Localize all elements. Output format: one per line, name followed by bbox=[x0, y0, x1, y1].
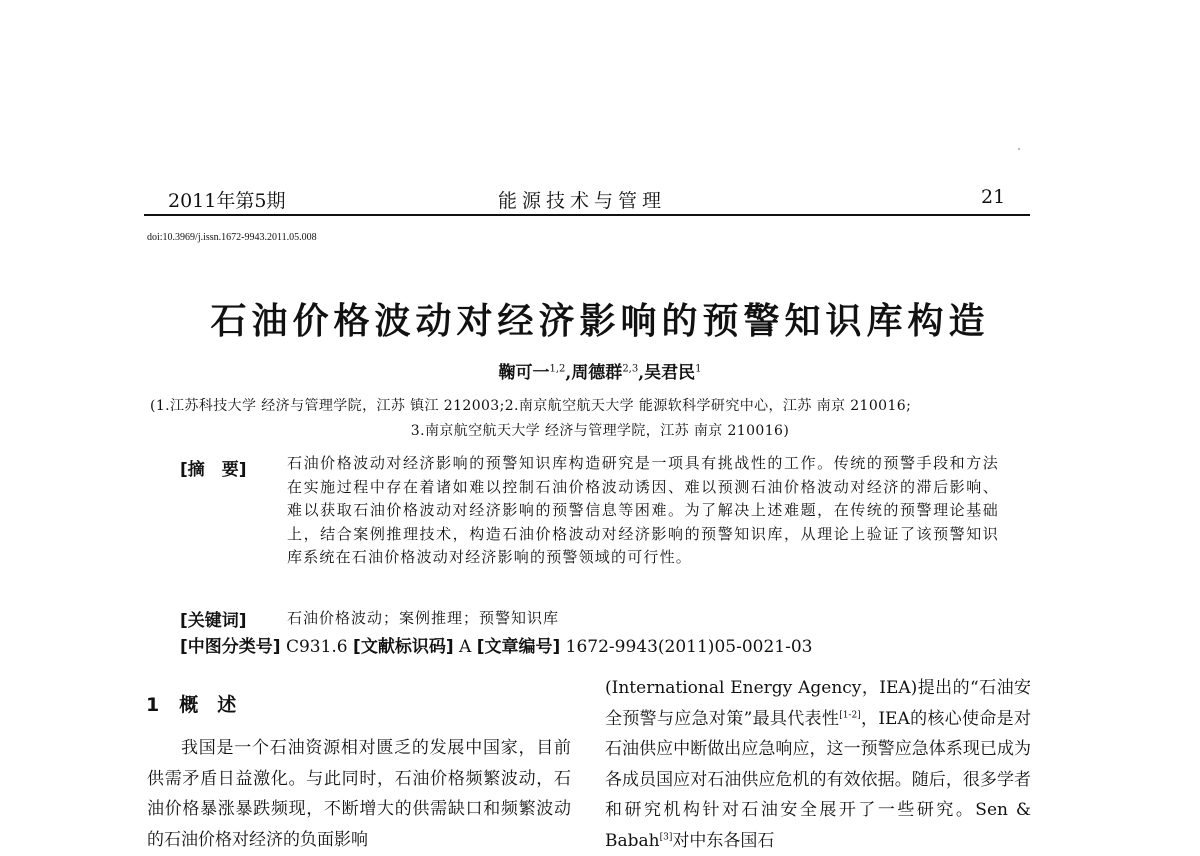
affiliation-line-2: 3.南京航空航天大学 经济与管理学院，江苏 南京 210016) bbox=[410, 423, 790, 439]
doi: doi:10.3969/j.issn.1672-9943.2011.05.008 bbox=[147, 232, 317, 243]
clc-value: C931.6 bbox=[285, 637, 348, 657]
section-number: 1 bbox=[146, 694, 160, 716]
page-number: 21 bbox=[981, 186, 1006, 208]
section-title: 概 述 bbox=[179, 694, 237, 716]
body-text: (International Energy Agency，IEA)提出的“石油安全预警与应急对策”最具代表性 bbox=[605, 678, 1031, 729]
author-name: 吴君民 bbox=[644, 363, 696, 383]
keywords-label: [关键词] bbox=[180, 611, 247, 631]
citation-mark: [1-2] bbox=[839, 709, 861, 720]
classification-line bbox=[180, 632, 812, 657]
author-name: 鞠可一 bbox=[498, 363, 550, 383]
author-list: 鞠可一$^{1,2}$,周德群$^{2,3}$,吴君民$^1$ bbox=[498, 363, 702, 383]
citation-mark: [3] bbox=[659, 831, 673, 842]
author-affiliation-mark: 1 bbox=[695, 363, 702, 375]
body-right-column bbox=[605, 673, 1031, 856]
abstract-text: 石油价格波动对经济影响的预警知识库构造研究是一项具有挑战性的工作。传统的预警手段和方法在实施过程中存在着诸如难以控制石油价格波动诱因、难以预测石油价格波动对经济的滞后影响、难以获取石油价格波动对经济影响的预警信息等困难。为了解决上述难题，在传统的预警理论基础上，结合案例推理技术，构造石油价格波动对经济影响的预警知识库，从理论上验证了该预警知识库系统在石油价格波动对经济影响的预警领域的可行性。 bbox=[287, 454, 999, 566]
article-number-label: [文章编号] bbox=[476, 637, 561, 657]
header-rule bbox=[144, 214, 1030, 216]
body-left-column bbox=[147, 733, 571, 855]
journal-issue: 2011年第5期 bbox=[168, 190, 286, 212]
document-code-label: [文献标识码] bbox=[353, 637, 454, 657]
abstract-label: [摘 要] bbox=[180, 460, 247, 480]
body-paragraph: 我国是一个石油资源相对匮乏的发展中国家，目前供需矛盾日益激化。与此同时，石油价格频繁波动，石油价格暴涨暴跌频现，不断增大的供需缺口和频繁波动的石油价格对经济的负面影响 bbox=[147, 738, 571, 850]
section-heading bbox=[146, 690, 236, 717]
body-text: 对中东各国石 bbox=[672, 830, 775, 851]
body-paragraph bbox=[605, 673, 1031, 856]
keywords-text: 石油价格波动；案例推理；预警知识库 bbox=[287, 609, 560, 627]
article-number-value: 1672-9943(2011)05-0021-03 bbox=[565, 637, 813, 657]
body-text: ，IEA的核心使命是对石油供应中断做出应急响应，这一预警应急体系现已成为各成员国应对石油供应危机的有效依据。随后，很多学者和研究机构针对石油安全展开了一些研究。Sen & Babah bbox=[605, 708, 1031, 851]
paper-title: 石油价格波动对经济影响的预警知识库构造 bbox=[210, 301, 990, 342]
author-affiliation-mark: 1,2 bbox=[549, 363, 566, 375]
author-affiliation-mark: 2,3 bbox=[622, 363, 639, 375]
author-name: 周德群 bbox=[571, 363, 623, 383]
scan-speck bbox=[1018, 148, 1020, 150]
document-code-value: A bbox=[459, 637, 472, 657]
clc-label: [中图分类号] bbox=[180, 637, 281, 657]
journal-name: 能源技术与管理 bbox=[498, 190, 667, 212]
affiliation-line-1: (1.江苏科技大学 经济与管理学院，江苏 镇江 212003;2.南京航空航天大学 能源软科学研究中心，江苏 南京 210016; bbox=[150, 398, 912, 414]
